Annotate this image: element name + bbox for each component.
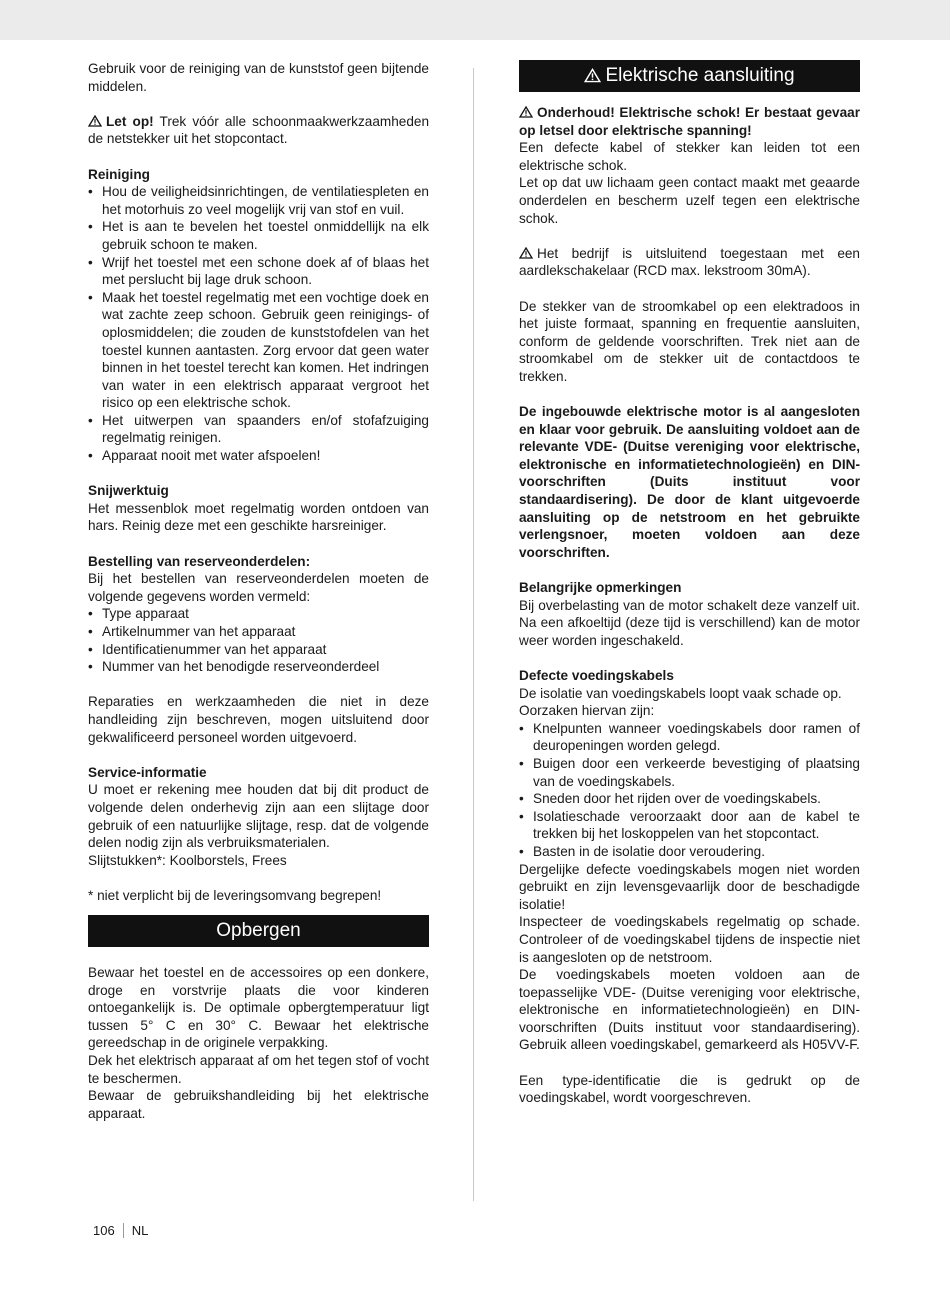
- opbergen-heading: Opbergen: [88, 915, 429, 947]
- left-column: [88, 60, 429, 1122]
- list-item: • Artikelnummer van het apparaat: [88, 623, 429, 641]
- list-item: • Type apparaat: [88, 605, 429, 623]
- language-code: NL: [131, 1223, 149, 1238]
- defecte-paragraph-3: Dergelijke defecte voedingskabels mogen niet worden gebruikt en zijn levensgevaarlijk door de beschadigde isolatie!: [519, 861, 860, 912]
- list-item: • Hou de veiligheidsinrichtingen, de ventilatiespleten en het motorhuis zo veel mogelijk vrij van stof en vuil.: [88, 183, 429, 218]
- right-column: [519, 60, 860, 1107]
- list-item: • Apparaat nooit met water afspoelen!: [88, 447, 429, 465]
- bestelling-list: [88, 605, 429, 675]
- letop-text: Trek vóór alle schoonmaakwerkzaamheden de netstekker uit het stopcontact.: [88, 113, 429, 147]
- reiniging-heading: Reiniging: [88, 166, 150, 182]
- defecte-paragraph-5: De voedingskabels moeten voldoen aan de toepasselijke VDE- (Duitse vereniging voor elektrische, elektronische en informatietechnologieën) en DIN-voorschriften (Duits instituut voor standaardisering). Gebruik alleen voedingskabel, gemarkeerd als H05VV-F.: [519, 967, 860, 1053]
- footnote-text: * niet verplicht bij de leveringsomvang begrepen!: [88, 887, 382, 903]
- defecte-paragraph-2: Oorzaken hiervan zijn:: [519, 703, 655, 719]
- column-divider: [473, 68, 474, 1201]
- list-item: • Wrijf het toestel met een schone doek af of blaas het met perslucht bij lage druk schoon.: [88, 254, 429, 289]
- warning-icon: [88, 115, 102, 127]
- list-item: • Basten in de isolatie door veroudering.: [519, 843, 860, 861]
- warning-icon: [519, 247, 533, 259]
- defecte-paragraph-1: De isolatie van voedingskabels loopt vaak schade op.: [519, 685, 842, 701]
- warning-paragraph-1: Een defecte kabel of stekker kan leiden tot een elektrische schok.: [519, 140, 860, 173]
- stekker-text: De stekker van de stroomkabel op een elektradoos in het juiste formaat, spanning en frequentie aansluiten, conform de geldende voorschriften. Trek niet aan de stroomkabel om de stekker uit de contactdoos te trekken.: [519, 298, 860, 384]
- rcd-text: Het bedrijf is uitsluitend toegestaan met een aardlekschakelaar (RCD max. lekstroom 30mA).: [519, 245, 860, 279]
- service-text: U moet er rekening mee houden dat bij dit product de volgende delen onderhevig zijn aan een slijtage door gebruik of een natuurlijke slijtage, resp. dat de volgende delen nodig zijn als verbruiksmaterialen.: [88, 782, 429, 851]
- list-item: • Buigen door een verkeerde bevestiging of plaatsing van de voedingskabels.: [519, 755, 860, 790]
- defecte-list: [519, 720, 860, 861]
- letop-paragraph: [88, 113, 429, 148]
- list-item: • Maak het toestel regelmatig met een vochtige doek en wat zachte zeep schoon. Gebruik geen reinigings- of oplosmiddelen; die zouden de kunststofdelen van het toestel kunnen aantasten. Zorg ervoor dat geen water binnen in het toestel terecht kan komen. Het indringen van water in een elektrisch apparaat vergroot het risico op een elektrische schok.: [88, 289, 429, 412]
- warning-paragraph-2: Let op dat uw lichaam geen contact maakt met geaarde onderdelen en bescherm uzelf tegen een elektrische schok.: [519, 175, 860, 226]
- service-heading: Service-informatie: [88, 764, 207, 780]
- list-item: • Het is aan te bevelen het toestel onmiddellijk na elk gebruik schoon te maken.: [88, 218, 429, 253]
- section-title: Elektrische aansluiting: [605, 65, 795, 86]
- type-text: Een type-identificatie die is gedrukt op de voedingskabel, wordt voorgeschreven.: [519, 1072, 860, 1106]
- warning-icon: [519, 106, 533, 118]
- page-footer: [93, 1223, 148, 1238]
- list-item: • Identificatienummer van het apparaat: [88, 641, 429, 659]
- rcd-paragraph: [519, 245, 860, 280]
- reparaties-text: Reparaties en werkzaamheden die niet in deze handleiding zijn beschreven, mogen uitsluitend door gekwalificeerd personeel worden uitgevoerd.: [88, 694, 429, 745]
- list-item: • Het uitwerpen van spaanders en/of stofafzuiging regelmatig reinigen.: [88, 412, 429, 447]
- snijwerktuig-heading: Snijwerktuig: [88, 483, 169, 499]
- bestelling-heading: Bestelling van reserveonderdelen:: [88, 553, 311, 569]
- snijwerktuig-text: Het messenblok moet regelmatig worden ontdoen van hars. Reinig deze met een geschikte harsreiniger.: [88, 500, 429, 534]
- bestelling-text: Bij het bestellen van reserveonderdelen moeten de volgende gegevens worden vermeld:: [88, 571, 429, 604]
- warning-paragraph: [519, 104, 860, 139]
- list-item: • Knelpunten wanneer voedingskabels door ramen of deuropeningen worden gelegd.: [519, 720, 860, 755]
- page-number: 106: [93, 1223, 124, 1238]
- opbergen-paragraph-3: Bewaar de gebruikshandleiding bij het elektrische apparaat.: [88, 1088, 429, 1121]
- top-bar: [0, 0, 950, 40]
- belangrijk-text: Bij overbelasting van de motor schakelt deze vanzelf uit. Na een afkoeltijd (deze tijd is verschillend) kan de motor weer worden ingeschakeld.: [519, 597, 860, 648]
- elektrische-aansluiting-heading: [519, 60, 860, 92]
- list-item: • Sneden door het rijden over de voedingskabels.: [519, 790, 860, 808]
- belangrijk-heading: Belangrijke opmerkingen: [519, 580, 682, 596]
- defecte-paragraph-4: Inspecteer de voedingskabels regelmatig op schade. Controleer of de voedingskabel tijdens de inspectie niet is aangesloten op de netstroom.: [519, 914, 860, 965]
- list-item: • Nummer van het benodigde reserveonderdeel: [88, 658, 429, 676]
- slijtstukken-text: Slijtstukken*: Koolborstels, Frees: [88, 852, 287, 868]
- warning-text: Onderhoud! Elektrische schok! Er bestaat gevaar op letsel door elektrische spanning!: [519, 105, 860, 138]
- opbergen-paragraph-2: Dek het elektrisch apparaat af om het tegen stof of vocht te beschermen.: [88, 1053, 429, 1086]
- intro-text: Gebruik voor de reiniging van de kunststof geen bijtende middelen.: [88, 61, 429, 94]
- warning-icon: [584, 68, 601, 83]
- reiniging-list: [88, 183, 429, 465]
- list-item: • Isolatieschade veroorzaakt door aan de kabel te trekken bij het loskoppelen van het stopcontact.: [519, 808, 860, 843]
- opbergen-paragraph-1: Bewaar het toestel en de accessoires op een donkere, droge en vorstvrije plaats die voor kinderen ontoegankelijk is. De optimale opbergtemperatuur ligt tussen 5° C en 30° C. Bewaar het elektrische gereedschap in de originele verpakking.: [88, 965, 429, 1051]
- defecte-heading: Defecte voedingskabels: [519, 668, 674, 683]
- letop-label: Let op!: [106, 113, 154, 129]
- motor-text: De ingebouwde elektrische motor is al aangesloten en klaar voor gebruik. De aansluiting voldoet aan de relevante VDE- (Duitse vereniging voor elektrische, elektronische en informatietechnologieën) en DIN-voorschriften (Duits instituut voor standaardisering). De door de klant uitgevoerde aansluiting op de netstroom en het gebruikte verlengsnoer, moeten voldoen aan deze voorschriften.: [519, 404, 860, 560]
